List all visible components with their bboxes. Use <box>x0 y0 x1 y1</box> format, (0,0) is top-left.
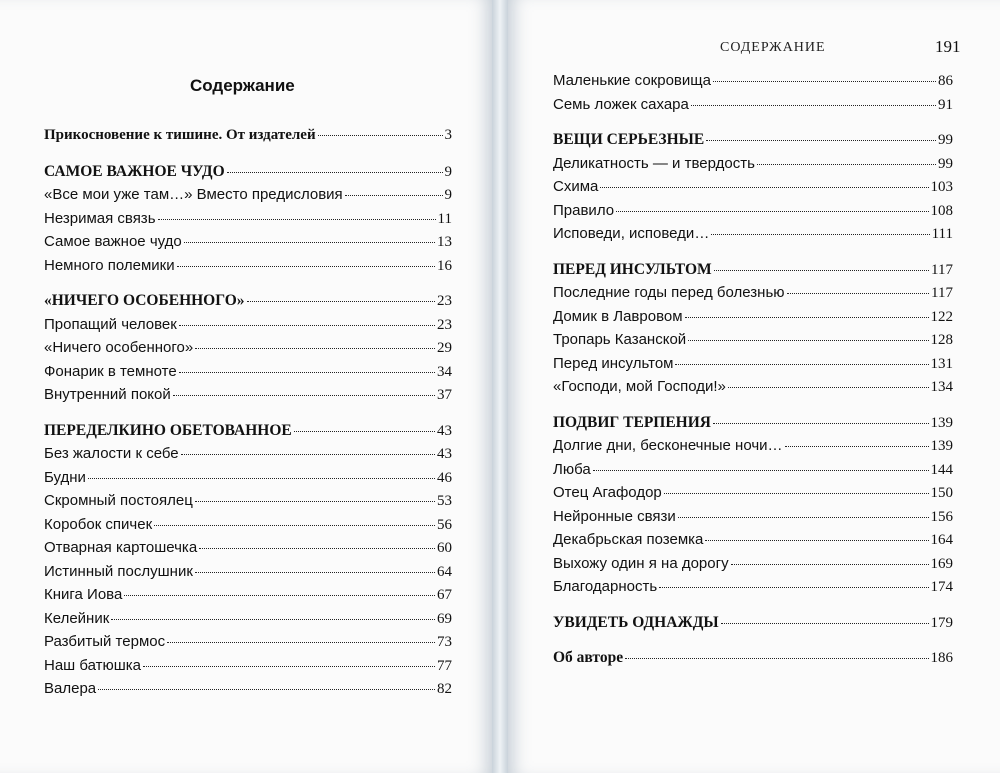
toc-entry-page: 91 <box>938 96 953 113</box>
toc-entry-page: 86 <box>938 73 953 89</box>
dot-leader <box>731 564 929 565</box>
toc-entry-title: Коробок спичек <box>44 515 153 533</box>
toc-entry-page: 139 <box>930 438 953 454</box>
toc-entry <box>553 531 953 555</box>
toc-entry-title: Фонарик в темноте <box>44 362 177 380</box>
toc-entry-page: 56 <box>437 516 452 533</box>
toc-entry <box>44 469 452 493</box>
toc-entry <box>553 96 953 120</box>
dot-leader <box>728 387 929 388</box>
toc-entry-page: 186 <box>930 650 953 666</box>
dot-leader <box>593 470 929 471</box>
right-page <box>508 0 1000 773</box>
toc-entry-page: 169 <box>930 555 953 572</box>
toc-entry-page: 23 <box>437 316 452 333</box>
dot-leader <box>757 164 936 165</box>
toc-entry-page: 131 <box>930 355 953 372</box>
dot-leader <box>143 666 435 667</box>
toc-entry-page: 29 <box>437 340 452 356</box>
toc-entry <box>44 610 452 634</box>
toc-entry <box>44 233 452 257</box>
dot-leader <box>625 658 928 659</box>
dot-leader <box>124 595 435 596</box>
dot-leader <box>98 689 435 690</box>
toc-section-entry <box>44 163 452 187</box>
dot-leader <box>158 219 436 220</box>
toc-section-entry <box>44 422 452 446</box>
dot-leader <box>706 140 936 141</box>
toc-entry <box>44 445 452 469</box>
dot-leader <box>184 242 435 243</box>
toc-entry-page: 69 <box>437 610 452 627</box>
toc-entry-page: 174 <box>930 579 953 595</box>
toc-entry-title: Последние годы перед болезнью <box>553 284 785 301</box>
toc-entry-page: 150 <box>930 485 953 501</box>
toc-entry-page: 99 <box>938 155 953 172</box>
toc-entry-page: 34 <box>437 363 452 380</box>
toc-entry <box>553 355 953 379</box>
toc-entry-page: 156 <box>930 508 953 525</box>
toc-entry <box>553 284 953 308</box>
toc-entry-title: Правило <box>553 201 615 219</box>
dot-leader <box>787 293 930 294</box>
toc-entry-title: Нейронные связи <box>553 507 676 525</box>
toc-entry-page: 134 <box>930 379 953 395</box>
toc-entry-title: Скромный постоялец <box>44 492 193 509</box>
toc-entry <box>44 363 452 387</box>
dot-leader <box>227 172 443 173</box>
dot-leader <box>711 234 929 235</box>
dot-leader <box>713 81 936 82</box>
dot-leader <box>195 348 435 349</box>
toc-entry <box>553 331 953 355</box>
toc-entry-page: 11 <box>437 210 452 227</box>
toc-entry <box>553 72 953 96</box>
toc-entry-page: 46 <box>437 469 452 486</box>
toc-entry-page: 82 <box>437 681 452 697</box>
toc-entry-page: 117 <box>931 261 953 278</box>
toc-entry-title: ПЕРЕД ИНСУЛЬТОМ <box>553 260 712 278</box>
toc-entry-page: 122 <box>930 308 953 325</box>
dot-leader <box>294 431 435 432</box>
toc-section-entry <box>44 292 452 316</box>
toc-entry-page: 108 <box>930 202 953 219</box>
toc-entry-page: 23 <box>437 293 452 309</box>
dot-leader <box>721 623 929 624</box>
toc-entry-title: Разбитый термос <box>44 633 166 650</box>
toc-entry-page: 103 <box>930 179 953 195</box>
toc-entry-title: Книга Иова <box>44 586 123 603</box>
toc-entry-title: Внутренний покой <box>44 386 171 403</box>
toc-entry-title: Без жалости к себе <box>44 445 179 462</box>
toc-entry-page: 139 <box>930 414 953 431</box>
toc-entry-title: Прикосновение к тишине. От издателей <box>44 127 316 143</box>
toc-entry-page: 73 <box>437 634 452 650</box>
toc-entry <box>553 461 953 485</box>
toc-entry-page: 64 <box>437 563 452 580</box>
toc-entry-title: УВИДЕТЬ ОДНАЖДЫ <box>553 613 719 631</box>
toc-entry-title: Семь ложек сахара <box>553 95 689 113</box>
toc-entry-page: 16 <box>437 257 452 274</box>
toc-entry <box>44 516 452 540</box>
toc-entry-title: Будни <box>44 468 86 486</box>
toc-entry-page: 111 <box>931 226 953 242</box>
toc-entry-page: 67 <box>437 587 452 603</box>
toc-entry-page: 53 <box>437 493 452 509</box>
toc-entry <box>44 586 452 610</box>
toc-entry <box>44 257 452 281</box>
toc-entry-title: Истинный послушник <box>44 562 193 580</box>
toc-entry <box>44 633 452 657</box>
toc-entry <box>44 186 452 210</box>
dot-leader <box>181 454 435 455</box>
toc-entry-title: Перед инсультом <box>553 354 674 372</box>
toc-entry-page: 3 <box>444 127 452 143</box>
toc-entry-page: 144 <box>930 461 953 478</box>
toc-entry <box>553 202 953 226</box>
toc-entry <box>553 378 953 402</box>
toc-entry-title: «Все мои уже там…» Вместо предисловия <box>44 186 343 203</box>
dot-leader <box>691 105 936 106</box>
toc-entry <box>553 555 953 579</box>
toc-entry-page: 43 <box>437 422 452 439</box>
toc-entry-title: Исповеди, исповеди… <box>553 225 710 242</box>
page-number: 191 <box>935 37 961 56</box>
dot-leader <box>685 317 929 318</box>
toc-entry-title: Келейник <box>44 609 110 627</box>
toc-entry-page: 13 <box>437 234 452 250</box>
dot-leader <box>664 493 929 494</box>
toc-entry-title: Валера <box>44 680 97 697</box>
toc-section-entry <box>553 261 953 285</box>
dot-leader <box>173 395 435 396</box>
toc-entry <box>44 386 452 410</box>
dot-leader <box>688 340 928 341</box>
dot-leader <box>713 423 929 424</box>
toc-entry-title: «Ничего особенного» <box>44 339 194 356</box>
dot-leader <box>659 587 928 588</box>
dot-leader <box>345 195 443 196</box>
dot-leader <box>678 517 929 518</box>
dot-leader <box>600 187 928 188</box>
toc-entry <box>44 210 452 234</box>
toc-entry-page: 37 <box>437 387 452 403</box>
dot-leader <box>195 572 435 573</box>
toc-entry-title: «НИЧЕГО ОСОБЕННОГО» <box>44 292 245 309</box>
dot-leader <box>616 211 928 212</box>
toc-entry-page: 9 <box>444 187 452 203</box>
toc-entry-title: Благодарность <box>553 578 658 595</box>
toc-entry <box>553 225 953 249</box>
toc-entry-page: 99 <box>938 132 953 148</box>
toc-entry-title: ПЕРЕДЕЛКИНО ОБЕТОВАННОЕ <box>44 421 292 439</box>
dot-leader <box>199 548 435 549</box>
toc-section-entry <box>553 131 953 155</box>
toc-entry-title: Отварная картошечка <box>44 539 198 556</box>
toc-entry-page: 164 <box>930 532 953 548</box>
toc-entry <box>44 492 452 516</box>
toc-entry-page: 117 <box>931 285 953 301</box>
toc-entry-page: 179 <box>930 614 953 631</box>
dot-leader <box>179 372 435 373</box>
running-head: СОДЕРЖАНИЕ <box>720 40 826 55</box>
dot-leader <box>88 478 435 479</box>
left-page <box>0 0 492 773</box>
toc-list-right <box>553 72 953 673</box>
toc-entry <box>553 437 953 461</box>
toc-entry-title: Люба <box>553 460 591 478</box>
toc-entry-title: Наш батюшка <box>44 656 142 674</box>
toc-entry <box>553 308 953 332</box>
toc-entry <box>44 316 452 340</box>
toc-entry <box>553 508 953 532</box>
toc-entry-title: Долгие дни, бесконечные ночи… <box>553 437 783 454</box>
toc-entry-title: Декабрьская поземка <box>553 531 704 548</box>
toc-entry <box>44 539 452 563</box>
dot-leader <box>154 525 435 526</box>
toc-entry-title: Схима <box>553 178 599 195</box>
dot-leader <box>318 135 443 136</box>
toc-entry-title: Об авторе <box>553 649 624 666</box>
toc-entry-title: Выхожу один я на дорогу <box>553 554 729 572</box>
toc-section-entry <box>553 649 953 673</box>
toc-entry <box>553 484 953 508</box>
toc-entry-page: 77 <box>437 657 452 674</box>
toc-entry <box>44 127 452 151</box>
toc-entry-title: Маленькие сокровища <box>553 72 711 89</box>
toc-entry <box>553 155 953 179</box>
toc-entry-title: Незримая связь <box>44 209 156 227</box>
dot-leader <box>705 540 928 541</box>
toc-entry-title: «Господи, мой Господи!» <box>553 378 726 395</box>
dot-leader <box>111 619 435 620</box>
toc-entry-title: Самое важное чудо <box>44 233 182 250</box>
toc-entry <box>44 563 452 587</box>
dot-leader <box>179 325 435 326</box>
toc-title: Содержание <box>190 76 295 95</box>
toc-list-left <box>44 127 452 704</box>
toc-entry <box>553 578 953 602</box>
toc-entry <box>553 178 953 202</box>
toc-entry-page: 43 <box>437 446 452 462</box>
toc-entry-page: 128 <box>930 332 953 348</box>
toc-entry <box>44 339 452 363</box>
toc-entry-page: 9 <box>444 163 452 180</box>
dot-leader <box>177 266 435 267</box>
toc-entry-title: ВЕЩИ СЕРЬЕЗНЫЕ <box>553 131 705 148</box>
toc-entry-page: 60 <box>437 540 452 556</box>
toc-entry-title: Немного полемики <box>44 256 175 274</box>
toc-entry-title: ПОДВИГ ТЕРПЕНИЯ <box>553 413 711 431</box>
toc-entry-title: Отец Агафодор <box>553 484 662 501</box>
toc-section-entry <box>553 614 953 638</box>
book-gutter <box>492 0 508 773</box>
toc-entry-title: Деликатность — и твердость <box>553 154 755 172</box>
dot-leader <box>675 364 928 365</box>
dot-leader <box>247 301 435 302</box>
toc-entry-title: Домик в Лавровом <box>553 307 683 325</box>
dot-leader <box>785 446 929 447</box>
dot-leader <box>167 642 435 643</box>
toc-entry-title: Тропарь Казанской <box>553 331 687 348</box>
dot-leader <box>195 501 435 502</box>
dot-leader <box>714 270 929 271</box>
toc-entry-title: Пропащий человек <box>44 315 177 333</box>
toc-entry <box>44 657 452 681</box>
toc-section-entry <box>553 414 953 438</box>
toc-entry-title: САМОЕ ВАЖНОЕ ЧУДО <box>44 162 225 180</box>
toc-entry <box>44 680 452 704</box>
